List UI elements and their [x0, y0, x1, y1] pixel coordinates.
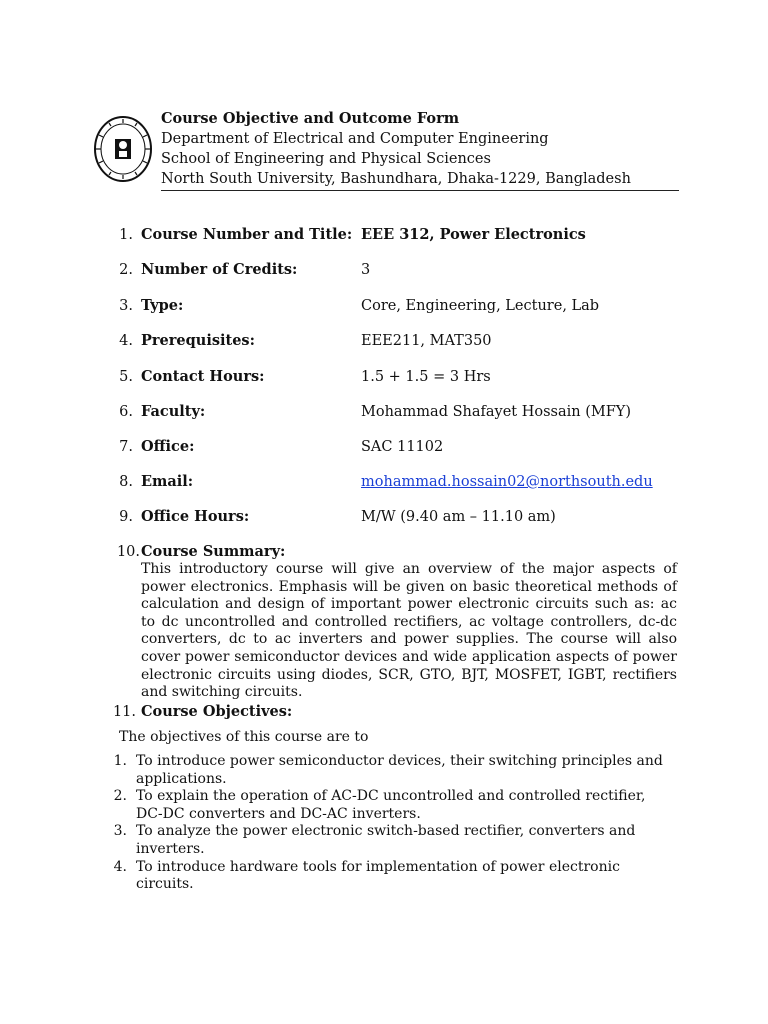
- list-item-number: 3.: [113, 823, 127, 840]
- field-label: Course Number and Title:: [141, 226, 353, 243]
- field-number: 4.: [119, 333, 133, 349]
- objectives-number: 11.: [112, 704, 136, 720]
- field-label: Email:: [141, 473, 194, 490]
- department-line: Department of Electrical and Computer Engineering: [161, 131, 549, 147]
- field-value: SAC 11102: [361, 439, 444, 455]
- field-label: Contact Hours:: [141, 368, 265, 385]
- field-label: Prerequisites:: [141, 332, 255, 349]
- field-value: EEE211, MAT350: [361, 333, 492, 349]
- form-title: Course Objective and Outcome Form: [161, 110, 460, 127]
- field-row-office-hours: [0, 507, 768, 527]
- field-label: Type:: [141, 297, 184, 314]
- list-item: [0, 859, 768, 894]
- objectives-label: Course Objectives:: [141, 703, 293, 720]
- list-item-number: 1.: [113, 753, 127, 769]
- field-label: Faculty:: [141, 403, 206, 420]
- list-item-number: 4.: [113, 858, 127, 875]
- field-value: M/W (9.40 am – 11.10 am): [361, 509, 556, 525]
- list-item-text: To introduce power semiconductor devices, their switching principles and applications.: [136, 753, 663, 787]
- list-item: [0, 753, 768, 788]
- summary-paragraph: This introductory course will give an overview of the major aspects of power electronics. Emphasis will be given on basic theoretical methods of calculation and design of important power electronic circuits such as: ac to dc uncontrolled and controlled rectifiers, ac voltage controllers, dc-dc converters, dc to ac inverters and power supplies. The course will also cover power semiconductor devices and wide application aspects of power electronic circuits using diodes, SCR, GTO, BJT, MOSFET, IGBT, rectifiers and switching circuits.: [141, 561, 677, 701]
- field-row-office: [0, 437, 768, 457]
- address-line: North South University, Bashundhara, Dhaka-1229, Bangladesh: [161, 171, 631, 187]
- field-row-email: [0, 472, 768, 492]
- field-number: 3.: [119, 298, 133, 314]
- list-item-number: 2.: [113, 788, 127, 805]
- field-label: Office:: [141, 438, 195, 455]
- list-item: [0, 788, 768, 823]
- summary-label: Course Summary:: [141, 543, 286, 560]
- field-number: 1.: [119, 227, 133, 243]
- university-seal-icon: [93, 115, 153, 183]
- field-row-contact-hours: [0, 367, 768, 387]
- list-item: [0, 823, 768, 858]
- field-value: EEE 312, Power Electronics: [361, 226, 586, 243]
- field-label: Number of Credits:: [141, 261, 298, 278]
- field-number: 5.: [119, 369, 133, 385]
- summary-number: 10.: [116, 544, 140, 560]
- school-line: School of Engineering and Physical Sciences: [161, 151, 491, 167]
- header-divider: [161, 190, 679, 191]
- field-number: 7.: [119, 439, 133, 455]
- field-number: 9.: [119, 509, 133, 525]
- objectives-intro: The objectives of this course are to: [119, 729, 369, 745]
- field-number: 8.: [119, 474, 133, 490]
- list-item-text: To explain the operation of AC-DC uncontrolled and controlled rectifier, DC-DC converters and DC-AC inverters.: [136, 788, 646, 822]
- field-value: 3: [361, 262, 371, 278]
- field-row-type: [0, 296, 768, 316]
- field-row-credits: [0, 260, 768, 280]
- field-number: 6.: [119, 404, 133, 420]
- list-item-text: To analyze the power electronic switch-based rectifier, converters and inverters.: [136, 823, 636, 857]
- field-label: Office Hours:: [141, 508, 250, 525]
- email-link[interactable]: mohammad.hossain02@northsouth.edu: [361, 474, 653, 490]
- field-value: 1.5 + 1.5 = 3 Hrs: [361, 369, 491, 385]
- objectives-list: [0, 753, 768, 894]
- field-number: 2.: [119, 262, 133, 278]
- field-row-faculty: [0, 402, 768, 422]
- field-row-course-title: [0, 225, 768, 245]
- list-item-text: To introduce hardware tools for implementation of power electronic circuits.: [136, 858, 620, 893]
- field-value: Mohammad Shafayet Hossain (MFY): [361, 404, 632, 420]
- field-value: Core, Engineering, Lecture, Lab: [361, 298, 600, 314]
- field-row-prerequisites: [0, 331, 768, 351]
- form-header: [161, 109, 681, 189]
